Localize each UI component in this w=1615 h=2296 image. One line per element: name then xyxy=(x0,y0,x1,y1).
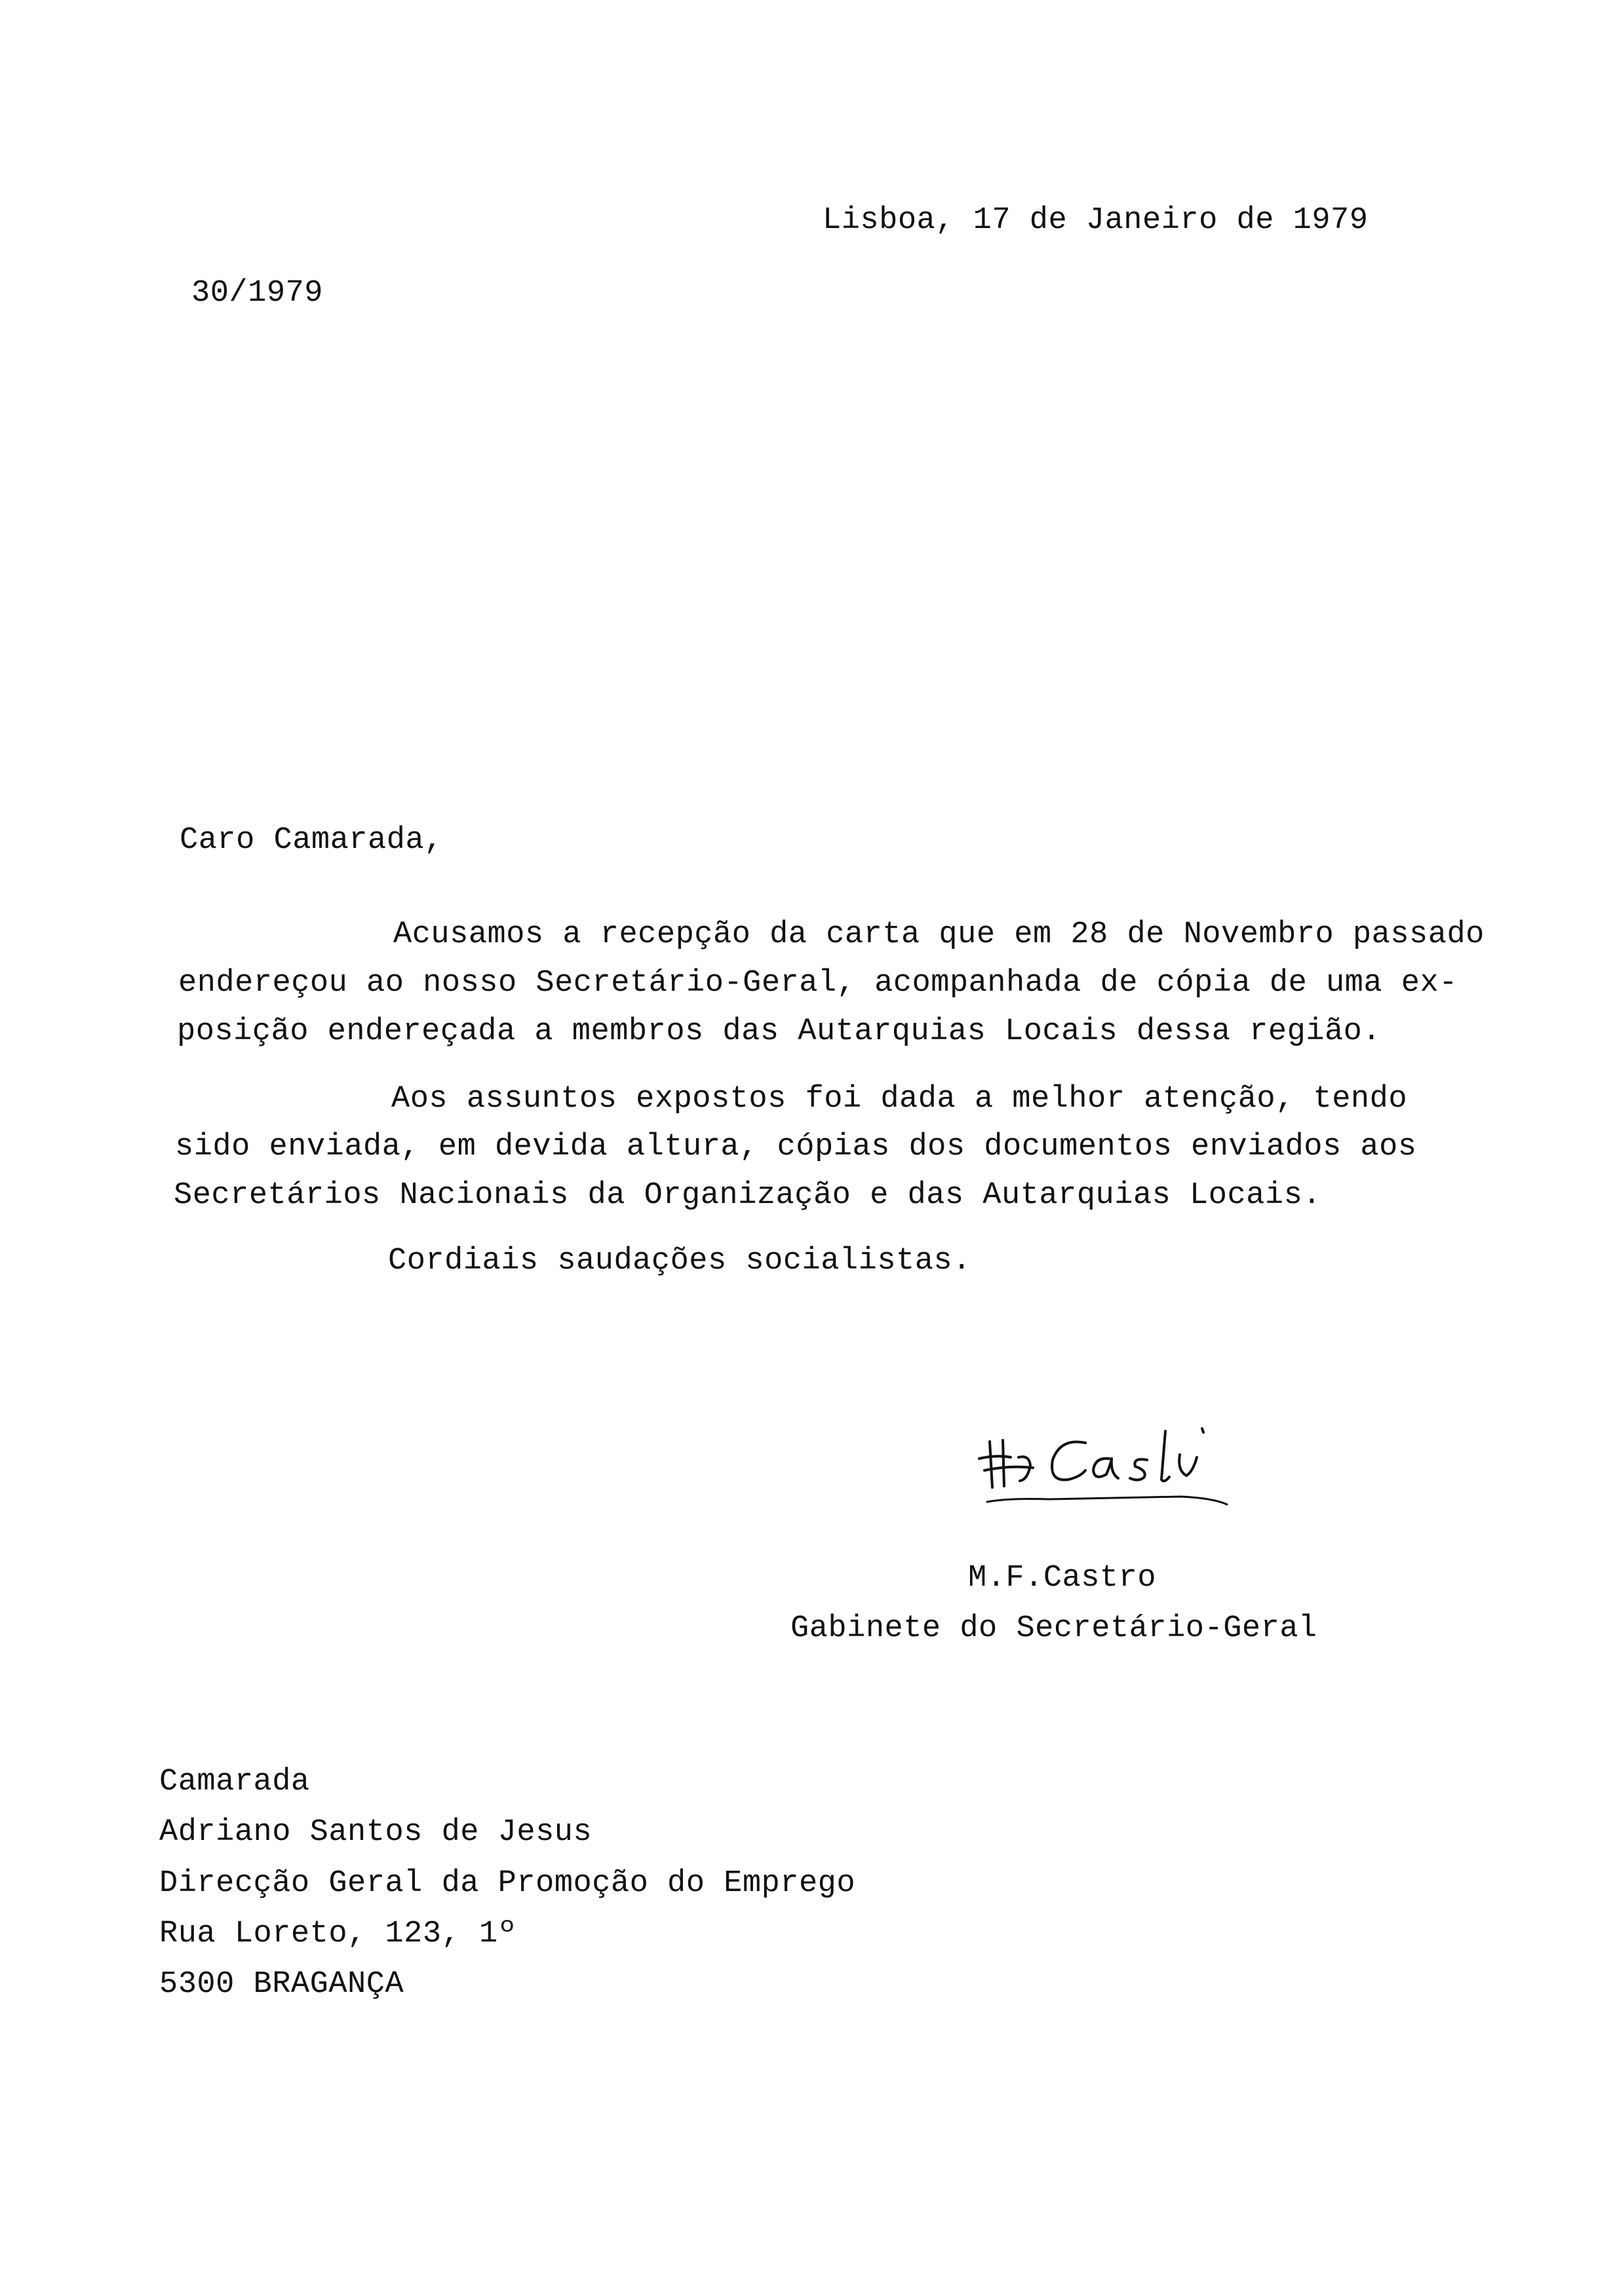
signature-image xyxy=(970,1402,1258,1520)
place-date: Lisboa, 17 de Janeiro de 1979 xyxy=(823,203,1369,238)
closing-line: Cordiais saudações socialistas. xyxy=(388,1244,971,1278)
paragraph-2-line-1: Aos assuntos expostos foi dada a melhor atenção, tendo xyxy=(391,1082,1408,1117)
paragraph-1-line-3: posição endereçada a membros das Autarquias Locais dessa região. xyxy=(177,1014,1382,1049)
salutation: Caro Camarada, xyxy=(180,823,443,858)
paragraph-2-line-3: Secretários Nacionais da Organização e das Autarquias Locais. xyxy=(174,1178,1321,1213)
signer-office: Gabinete do Secretário-Geral xyxy=(790,1611,1317,1646)
paragraph-1-line-2: endereçou ao nosso Secretário-Geral, acompanhada de cópia de uma ex- xyxy=(178,966,1458,1001)
signer-name: M.F.Castro xyxy=(968,1561,1157,1596)
recipient-organization: Direcção Geral da Promoção do Emprego xyxy=(159,1866,856,1901)
paragraph-1-line-1: Acusamos a recepção da carta que em 28 de Novembro passado xyxy=(393,917,1485,952)
recipient-city: 5300 BRAGANÇA xyxy=(159,1967,404,2002)
recipient-street: Rua Loreto, 123, 1º xyxy=(159,1917,517,1951)
paragraph-2-line-2: sido enviada, em devida altura, cópias dos documentos enviados aos xyxy=(175,1130,1417,1164)
recipient-title: Camarada xyxy=(159,1765,310,1799)
reference-number: 30/1979 xyxy=(191,276,323,311)
recipient-name: Adriano Santos de Jesus xyxy=(159,1815,593,1850)
